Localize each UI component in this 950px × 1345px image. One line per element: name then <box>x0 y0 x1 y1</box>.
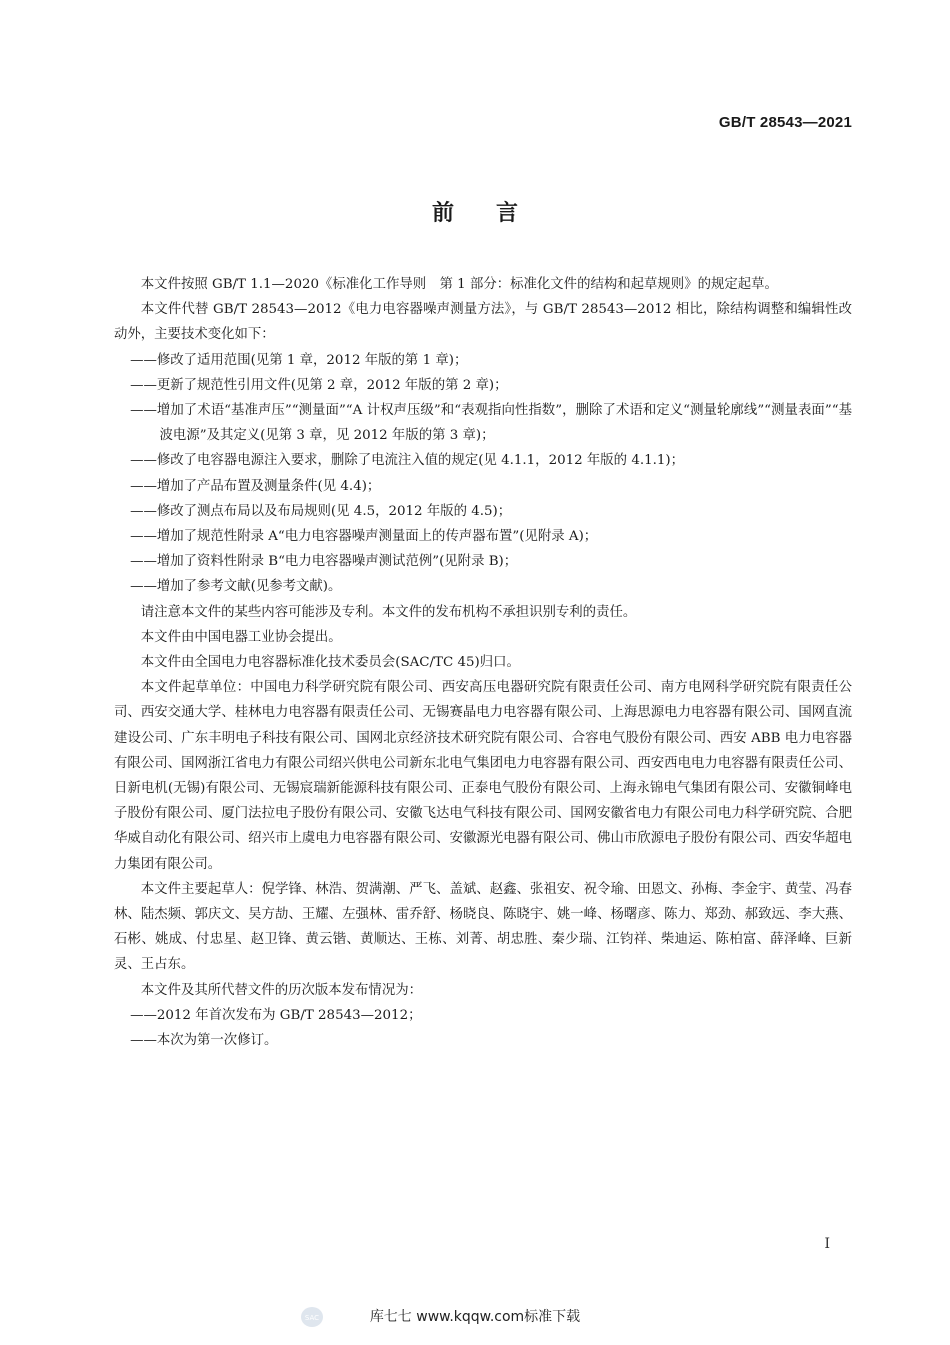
list-item: ——增加了术语“基准声压”“测量面”“A 计权声压级”和“表观指向性指数”，删除了术语和定义“测量轮廓线”“测量表面”“基波电源”及其定义(见第 3 章，见 2012 年版的第 3 章)； <box>130 403 852 444</box>
svg-text:SAC: SAC <box>304 1314 320 1322</box>
paragraph: 本文件按照 GB/T 1.1—2020《标准化工作导则 第 1 部分：标准化文件的结构和起草规则》的规定起草。 <box>140 277 778 292</box>
page-number: I <box>824 1236 830 1252</box>
paragraph: 本文件起草单位：中国电力科学研究院有限公司、西安高压电器研究院有限责任公司、南方电网科学研究院有限责任公司、西安交通大学、桂林电力电容器有限责任公司、无锡赛晶电力电容器有限公司、上海思源电力电容器有限公司、国网直流建设公司、广东丰明电子科技有限公司、国网北京经济技术研究院有限公司、合容电气股份有限公司、西安 ABB 电力电容器有限公司、国网浙江省电力有限公司绍兴供电公司新东北电气集团电力电容器有限公司、西安西电电力电容器有限责任公司、日新电机(无锡)有限公司、无锡宸瑞新能源科技有限公司、正泰电气股份有限公司、上海永锦电气集团有限公司、安徽铜峰电子股份有限公司、厦门法拉电子股份有限公司、安徽飞达电气科技有限公司、国网安徽省电力有限公司电力科学研究院、合肥华威自动化有限公司、绍兴市上虞电力电容器有限公司、安徽源光电器有限公司、佛山市欣源电子股份有限公司、西安华超电力集团有限公司。 <box>114 680 852 872</box>
list-item: ——本次为第一次修订。 <box>130 1033 278 1049</box>
document-body <box>114 272 852 1053</box>
paragraph: 本文件代替 GB/T 28543—2012《电力电容器噪声测量方法》，与 GB/T 28543—2012 相比，除结构调整和编辑性改动外，主要技术变化如下： <box>114 302 852 343</box>
list-item: ——修改了测点布局以及布局规则(见 4.5，2012 年版的 4.5)； <box>130 503 512 519</box>
list-item: ——2012 年首次发布为 GB/T 28543—2012； <box>130 1007 422 1023</box>
paragraph: 本文件由全国电力电容器标准化技术委员会(SAC/TC 45)归口。 <box>140 655 520 671</box>
list-item: ——增加了规范性附录 A“电力电容器噪声测量面上的传声器布置”(见附录 A)； <box>130 529 598 545</box>
paragraph: 本文件由中国电器工业协会提出。 <box>140 629 342 645</box>
page-title: 前言 <box>431 201 560 226</box>
list-item: ——修改了电容器电源注入要求，删除了电流注入值的规定(见 4.1.1，2012 年版的 4.1.1)； <box>130 453 685 469</box>
list-item: ——增加了资料性附录 B“电力电容器噪声测试范例”(见附录 B)； <box>130 554 518 570</box>
list-item: ——更新了规范性引用文件(见第 2 章，2012 年版的第 2 章)； <box>130 377 508 393</box>
list-item: ——增加了产品布置及测量条件(见 4.4)； <box>130 478 381 494</box>
paragraph: 请注意本文件的某些内容可能涉及专利。本文件的发布机构不承担识别专利的责任。 <box>140 604 637 620</box>
footer-watermark-text: 库七七 www.kqqw.com标准下载 <box>369 1309 581 1325</box>
standard-code: GB/T 28543—2021 <box>718 114 852 131</box>
list-item: ——修改了适用范围(见第 1 章，2012 年版的第 1 章)； <box>130 352 468 368</box>
list-item: ——增加了参考文献(见参考文献)。 <box>130 579 342 595</box>
paragraph: 本文件主要起草人：倪学锋、林浩、贺满潮、严飞、盖斌、赵鑫、张祖安、祝令瑜、田恩文、孙梅、李金宇、黄莹、冯春林、陆杰频、郭庆文、吴方劼、王耀、左强林、雷乔舒、杨晓良、陈晓宇、姚一峰、杨曙彦、陈力、郑劲、郝致远、李大燕、石彬、姚成、付忠星、赵卫锋、黄云锴、黄顺达、王栋、刘菁、胡忠胜、秦少瑞、江钧祥、柴迪运、陈柏富、薛泽峰、巨新灵、王占东。 <box>114 881 852 973</box>
paragraph: 本文件及其所代替文件的历次版本发布情况为： <box>140 982 422 998</box>
